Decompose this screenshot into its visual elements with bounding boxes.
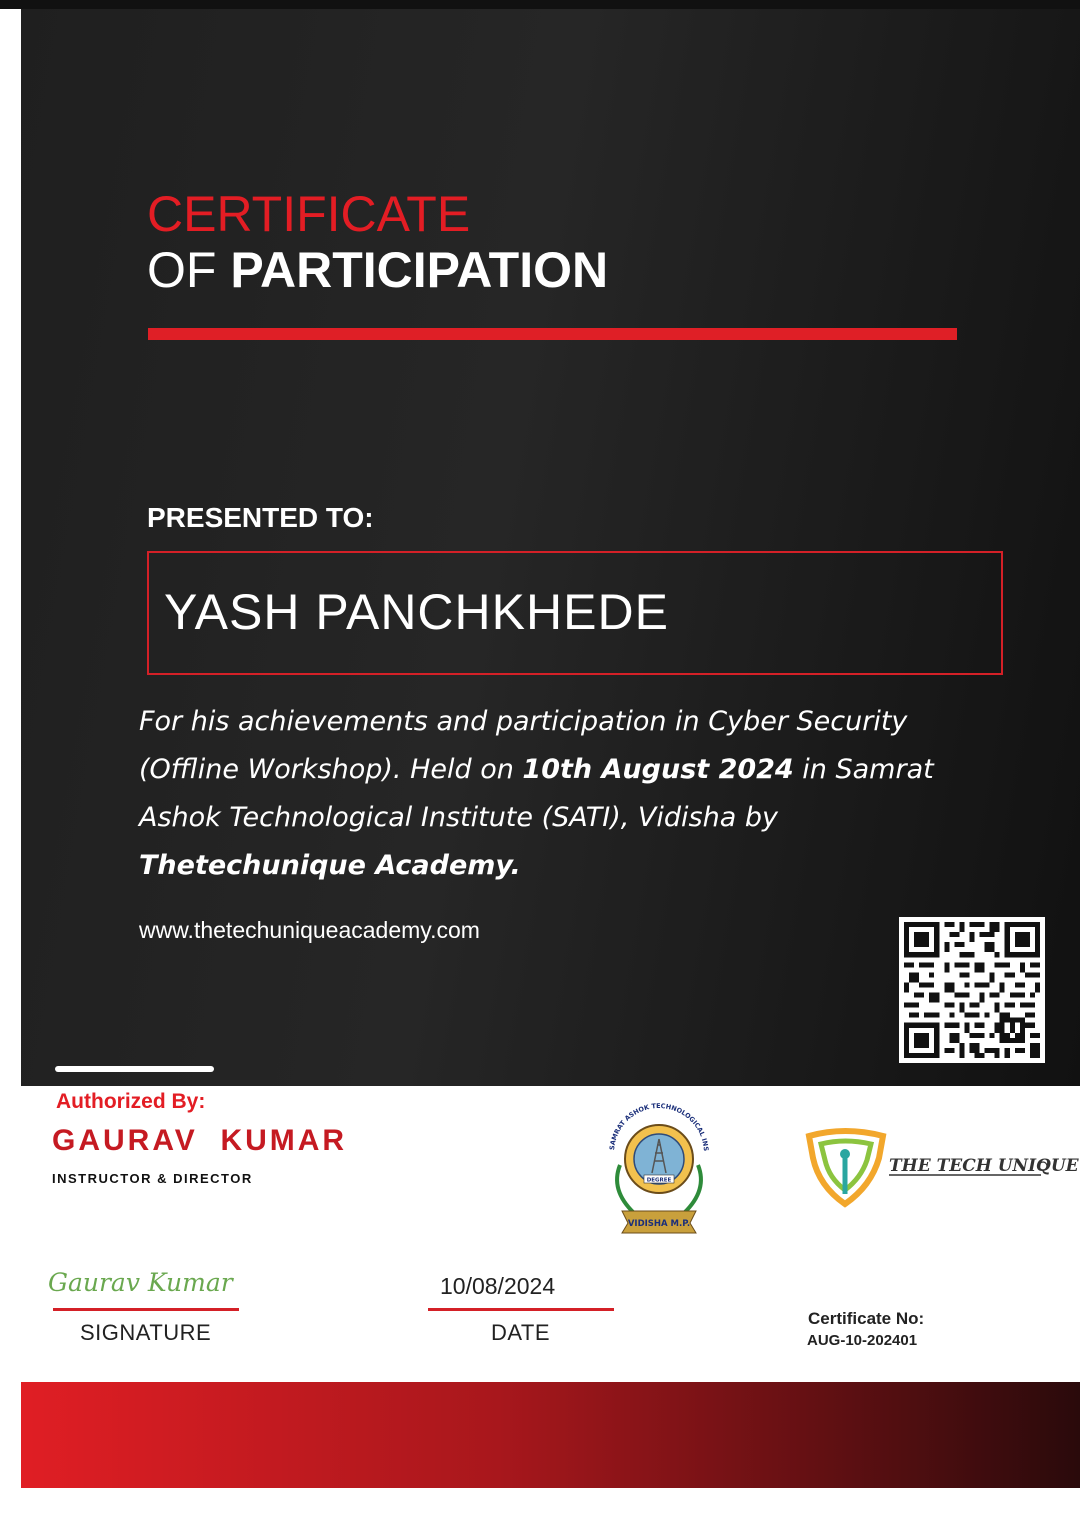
authorizer-name: GAURAV KUMAR xyxy=(52,1124,348,1157)
certificate-description xyxy=(139,698,969,890)
signature-line xyxy=(53,1308,239,1311)
presented-to-label: PRESENTED TO: xyxy=(147,502,374,533)
divider-bar xyxy=(55,1066,214,1072)
description-part1: For his achievements and participation in Cyber Security (Offline Workshop). Held on xyxy=(139,706,908,785)
title-underline xyxy=(148,328,957,340)
title-participation: PARTICIPATION xyxy=(230,242,609,298)
qr-code-icon[interactable] xyxy=(899,917,1045,1063)
date-line xyxy=(428,1308,614,1311)
logo-text: THE TECH UNIQUE xyxy=(889,1156,1079,1176)
certificate-title-line2 xyxy=(147,244,608,296)
signature-script: Gaurav Kumar xyxy=(48,1268,233,1297)
certificate-no-label: Certificate No: xyxy=(808,1309,925,1328)
authorizer-role: INSTRUCTOR & DIRECTOR xyxy=(52,1171,253,1186)
date-label: DATE xyxy=(491,1320,551,1345)
bottom-red-band xyxy=(21,1382,1080,1488)
certificate-title-line1: CERTIFICATE xyxy=(147,186,471,242)
authorized-by-label: Authorized By: xyxy=(56,1090,206,1113)
description-date: 10th August 2024 xyxy=(522,754,794,785)
description-part2: in Samrat Ashok Technological Institute (SATI), Vidisha by xyxy=(139,754,934,833)
seal-top-text: SAMRAT ASHOK TECHNOLOGICAL INS xyxy=(608,1101,711,1152)
thetechunique-logo-icon xyxy=(805,1128,1079,1210)
signature-label: SIGNATURE xyxy=(80,1320,212,1345)
recipient-name-box xyxy=(147,551,1003,675)
seal-center-text: DEGREE xyxy=(646,1177,672,1184)
certificate-no-value: AUG-10-202401 xyxy=(807,1332,918,1349)
title-of: OF xyxy=(147,242,217,298)
top-border xyxy=(0,0,1080,9)
seal-ribbon-text: VIDISHA M.P. xyxy=(627,1219,691,1229)
website-link[interactable]: www.thetechuniqueacademy.com xyxy=(139,917,480,943)
description-academy: Thetechunique Academy. xyxy=(139,850,521,881)
recipient-name: YASH PANCHKHEDE xyxy=(164,584,669,640)
date-value: 10/08/2024 xyxy=(440,1273,556,1299)
institute-seal-icon xyxy=(600,1095,718,1243)
